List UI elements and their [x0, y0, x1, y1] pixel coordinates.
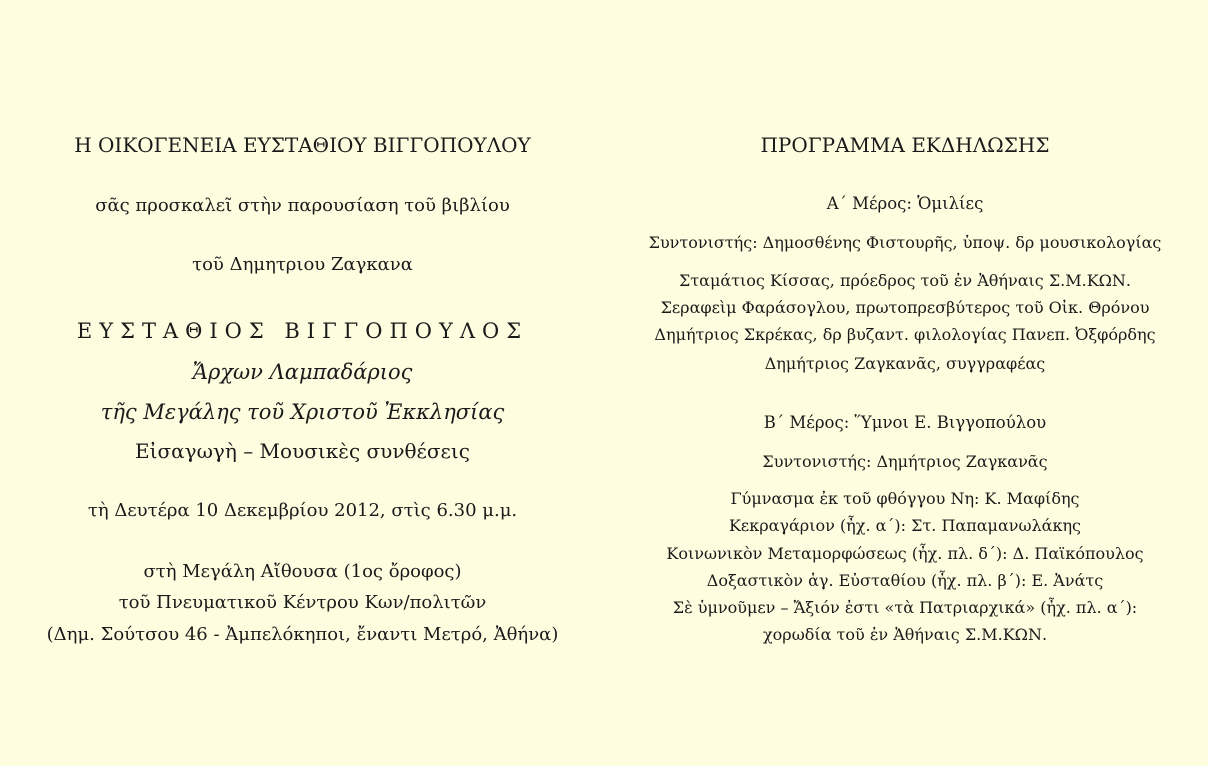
program-item: χορωδία τοῦ ἐν Ἀθήναις Σ.Μ.ΚΩΝ. [762, 625, 1048, 644]
venue-line-1: στὴ Μεγάλη Αἴθουσα (1ος ὄροφος) [143, 561, 462, 582]
part-b-heading: Β΄ Μέρος: Ὕμνοι Ε. Βιγγοπούλου [763, 413, 1047, 432]
invitation-text: σᾶς προσκαλεῖ στὴν παρουσίαση τοῦ βιβλίου [95, 195, 510, 216]
venue-line-2: τοῦ Πνευματικοῦ Κέντρου Κων/πολιτῶν [118, 592, 487, 613]
part-a-coordinator: Συντονιστής: Δημοσθένης Φιστουρῆς, ὑποψ. δρ μουσικολογίας [648, 233, 1162, 252]
program-item: Σὲ ὑμνοῦμεν – Ἄξιόν ἐστι «τὰ Πατριαρχικά» (ἦχ. πλ. α΄): [672, 598, 1138, 617]
program-item: Κεκραγάριον (ἦχ. α΄): Στ. Παπαμανωλάκης [728, 516, 1082, 535]
book-subtitle-2: τῆς Μεγάλης τοῦ Χριστοῦ Ἐκκλησίας [100, 400, 505, 424]
family-line: Η ΟΙΚΟΓΕΝΕΙΑ ΕΥΣΤΑΘΙΟΥ ΒΙΓΓΟΠΟΥΛΟΥ [74, 133, 531, 157]
part-b-coordinator: Συντονιστής: Δημήτριος Ζαγκανᾶς [762, 452, 1048, 471]
speaker: Δημήτριος Ζαγκανᾶς, συγγραφέας [764, 354, 1046, 373]
program-item: Γύμνασμα ἐκ τοῦ φθόγγου Νη: Κ. Μαφίδης [730, 489, 1080, 508]
book-title: ΕΥΣΤΑΘΙΟΣ ΒΙΓΓΟΠΟΥΛΟΣ [76, 319, 529, 343]
book-subtitle-1: Ἄρχων Λαμπαδάριος [192, 360, 413, 384]
speaker: Σεραφεὶμ Φαράσογλου, πρωτοπρεσβύτερος τοῦ Οἰκ. Θρόνου [660, 298, 1150, 317]
program-item: Κοινωνικὸν Μεταμορφώσεως (ἦχ. πλ. δ΄): Δ. Παϊκόπουλος [666, 544, 1144, 563]
author-line: τοῦ Δημητριου Ζαγκανα [192, 254, 413, 275]
speaker: Σταμάτιος Κίσσας, πρόεδρος τοῦ ἐν Ἀθήναις Σ.Μ.ΚΩΝ. [678, 271, 1132, 290]
book-subtitle-3: Εἰσαγωγὴ – Μουσικὲς συνθέσεις [135, 439, 470, 463]
venue-line-3: (Δημ. Σούτσου 46 - Ἀμπελόκηποι, ἔναντι Μετρό, Ἀθήνα) [46, 624, 559, 645]
program-title: ΠΡΟΓΡΑΜΜΑ ΕΚΔΗΛΩΣΗΣ [760, 133, 1050, 157]
event-date: τὴ Δευτέρα 10 Δεκεμβρίου 2012, στὶς 6.30 μ.μ. [87, 500, 518, 521]
program-item: Δοξαστικὸν ἁγ. Εὐσταθίου (ἦχ. πλ. β΄): Ε. Ἀνάτς [706, 571, 1104, 590]
part-a-heading: Α΄ Μέρος: Ὁμιλίες [826, 194, 984, 213]
speaker: Δημήτριος Σκρέκας, δρ βυζαντ. φιλολογίας Πανεπ. Ὀξφόρδης [654, 325, 1156, 344]
